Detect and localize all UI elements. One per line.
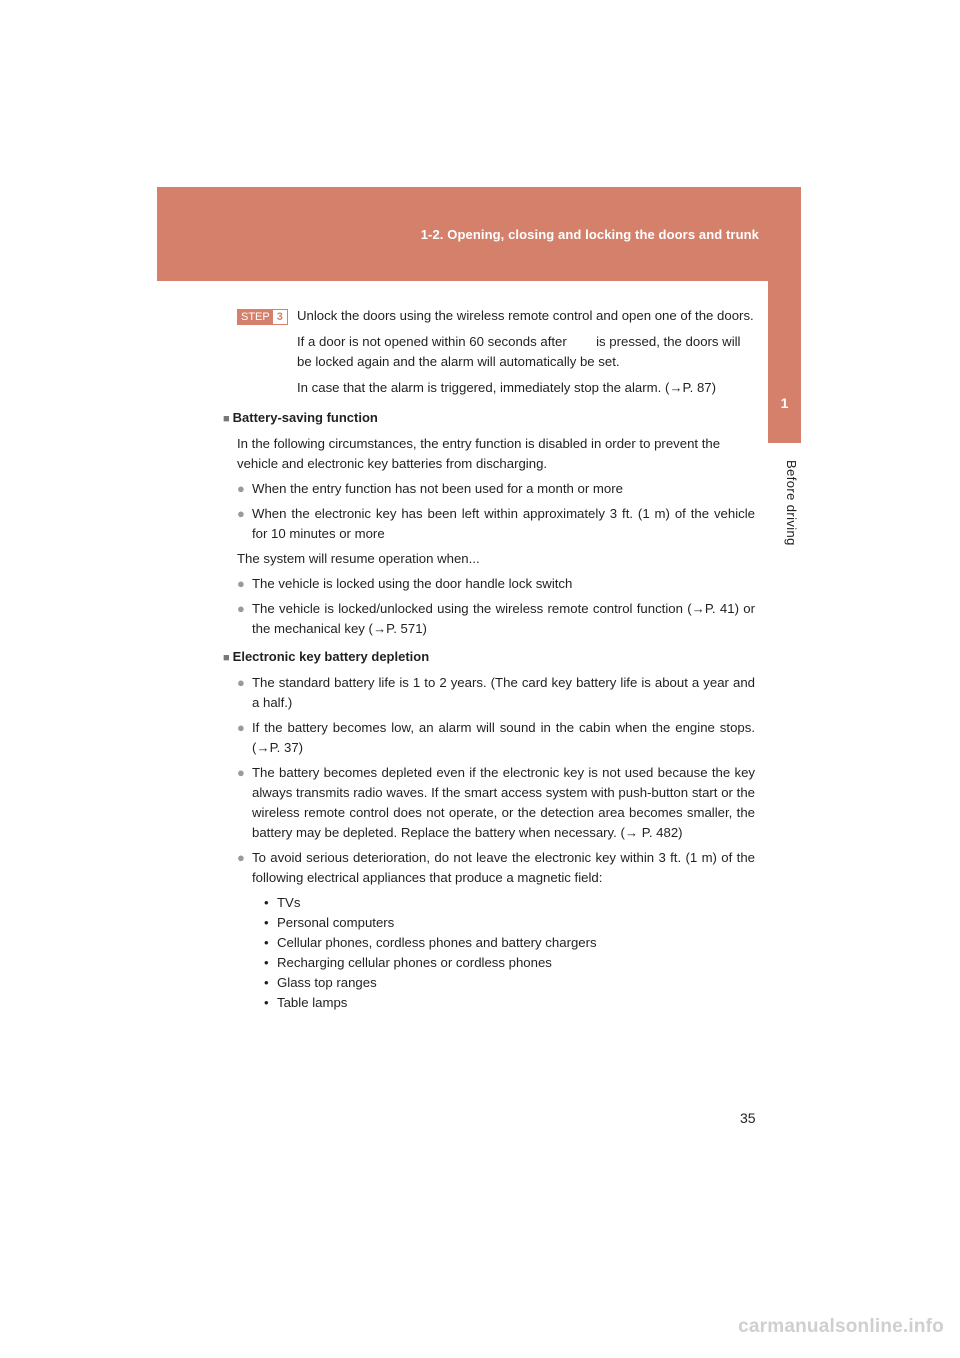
chapter-label: Before driving <box>784 460 799 546</box>
section-header-band <box>157 187 801 281</box>
appliance-item-text: Personal computers <box>277 915 395 930</box>
list-item-text: When the entry function has not been used for a month or more <box>252 481 623 496</box>
page-number: 35 <box>740 1110 756 1126</box>
list-item-text: The standard battery life is 1 to 2 years. (The card key battery life is about a year and a half.) <box>252 675 755 710</box>
appliance-item-text: TVs <box>277 895 301 910</box>
list-item-text: The vehicle is locked using the door handle lock switch <box>252 576 573 591</box>
circle-bullet-icon: ● <box>237 506 245 521</box>
depletion-heading <box>223 647 755 668</box>
footer-watermark: carmanualsonline.info <box>738 1316 944 1337</box>
step-badge-number: 3 <box>273 310 287 324</box>
list-item <box>237 574 755 594</box>
appliance-item-text: Table lamps <box>277 995 348 1010</box>
appliance-item: • Glass top ranges <box>264 975 377 990</box>
list-item-text: The vehicle is locked/unlocked using the wireless remote control function (→P. 41) or the mechanical key (→P. 571) <box>252 601 755 636</box>
step-text: Unlock the doors using the wireless remote control and open one of the doors. <box>297 308 754 323</box>
appliance-item: • Cellular phones, cordless phones and battery chargers <box>264 935 597 950</box>
appliance-item-text: Glass top ranges <box>277 975 377 990</box>
chapter-number: 1 <box>780 395 789 411</box>
appliance-item: • Table lamps <box>264 995 348 1010</box>
page-content <box>223 306 755 1013</box>
list-item <box>237 763 755 843</box>
circle-bullet-icon: ● <box>237 481 245 496</box>
step-badge <box>237 309 288 325</box>
battery-saving-heading <box>223 408 755 429</box>
circle-bullet-icon: ● <box>237 765 245 780</box>
section-title: 1-2. Opening, closing and locking the doors and trunk <box>420 227 759 242</box>
circle-bullet-icon: ● <box>237 601 245 616</box>
step-badge-word: STEP <box>238 310 273 324</box>
appliance-item: • Personal computers <box>264 915 395 930</box>
circle-bullet-icon: ● <box>237 720 245 735</box>
list-item <box>237 504 755 544</box>
battery-saving-heading-text: Battery-saving function <box>232 410 378 425</box>
resume-text: The system will resume operation when... <box>237 551 480 566</box>
list-item <box>237 479 755 499</box>
list-item-text: When the electronic key has been left within approximately 3 ft. (1 m) of the vehicle for 10 minutes or more <box>252 506 755 541</box>
appliance-item-text: Cellular phones, cordless phones and battery chargers <box>277 935 597 950</box>
list-item <box>237 718 755 758</box>
step-3 <box>237 306 755 398</box>
appliance-item: • Recharging cellular phones or cordless phones <box>264 955 552 970</box>
battery-saving-intro: In the following circumstances, the entry function is disabled in order to prevent the vehicle and electronic key batteries from discharging. <box>237 436 721 471</box>
chapter-tab <box>768 187 801 443</box>
list-item <box>237 848 755 888</box>
circle-bullet-icon: ● <box>237 576 245 591</box>
list-item <box>237 599 755 639</box>
appliance-item: • TVs <box>264 895 301 910</box>
list-item-text: The battery becomes depleted even if the electronic key is not used because the key always transmits radio waves. If the smart access system with push-button start or the wireless remote control does not operate, or the detection area becomes smaller, the battery may be depleted. Replace the battery when necessary. (→ P. 482) <box>252 765 755 840</box>
square-bullet-icon: ■ <box>223 413 230 425</box>
list-item-text: To avoid serious deterioration, do not leave the electronic key within 3 ft. (1 m) of the following electrical appliances that produce a magnetic field: <box>252 850 755 885</box>
square-bullet-icon: ■ <box>223 652 230 664</box>
circle-bullet-icon: ● <box>237 850 245 865</box>
step-note-lock: If a door is not opened within 60 seconds after is pressed, the doors will be locked again and the alarm will automatically be set. <box>297 334 745 369</box>
appliance-item-text: Recharging cellular phones or cordless phones <box>277 955 552 970</box>
depletion-heading-text: Electronic key battery depletion <box>232 649 430 664</box>
step-note-alarm: In case that the alarm is triggered, immediately stop the alarm. (→P. 87) <box>297 380 717 395</box>
circle-bullet-icon: ● <box>237 675 245 690</box>
list-item-text: If the battery becomes low, an alarm will sound in the cabin when the engine stops. (→P. 37) <box>252 720 755 755</box>
list-item <box>237 673 755 713</box>
appliance-list <box>237 893 755 1013</box>
